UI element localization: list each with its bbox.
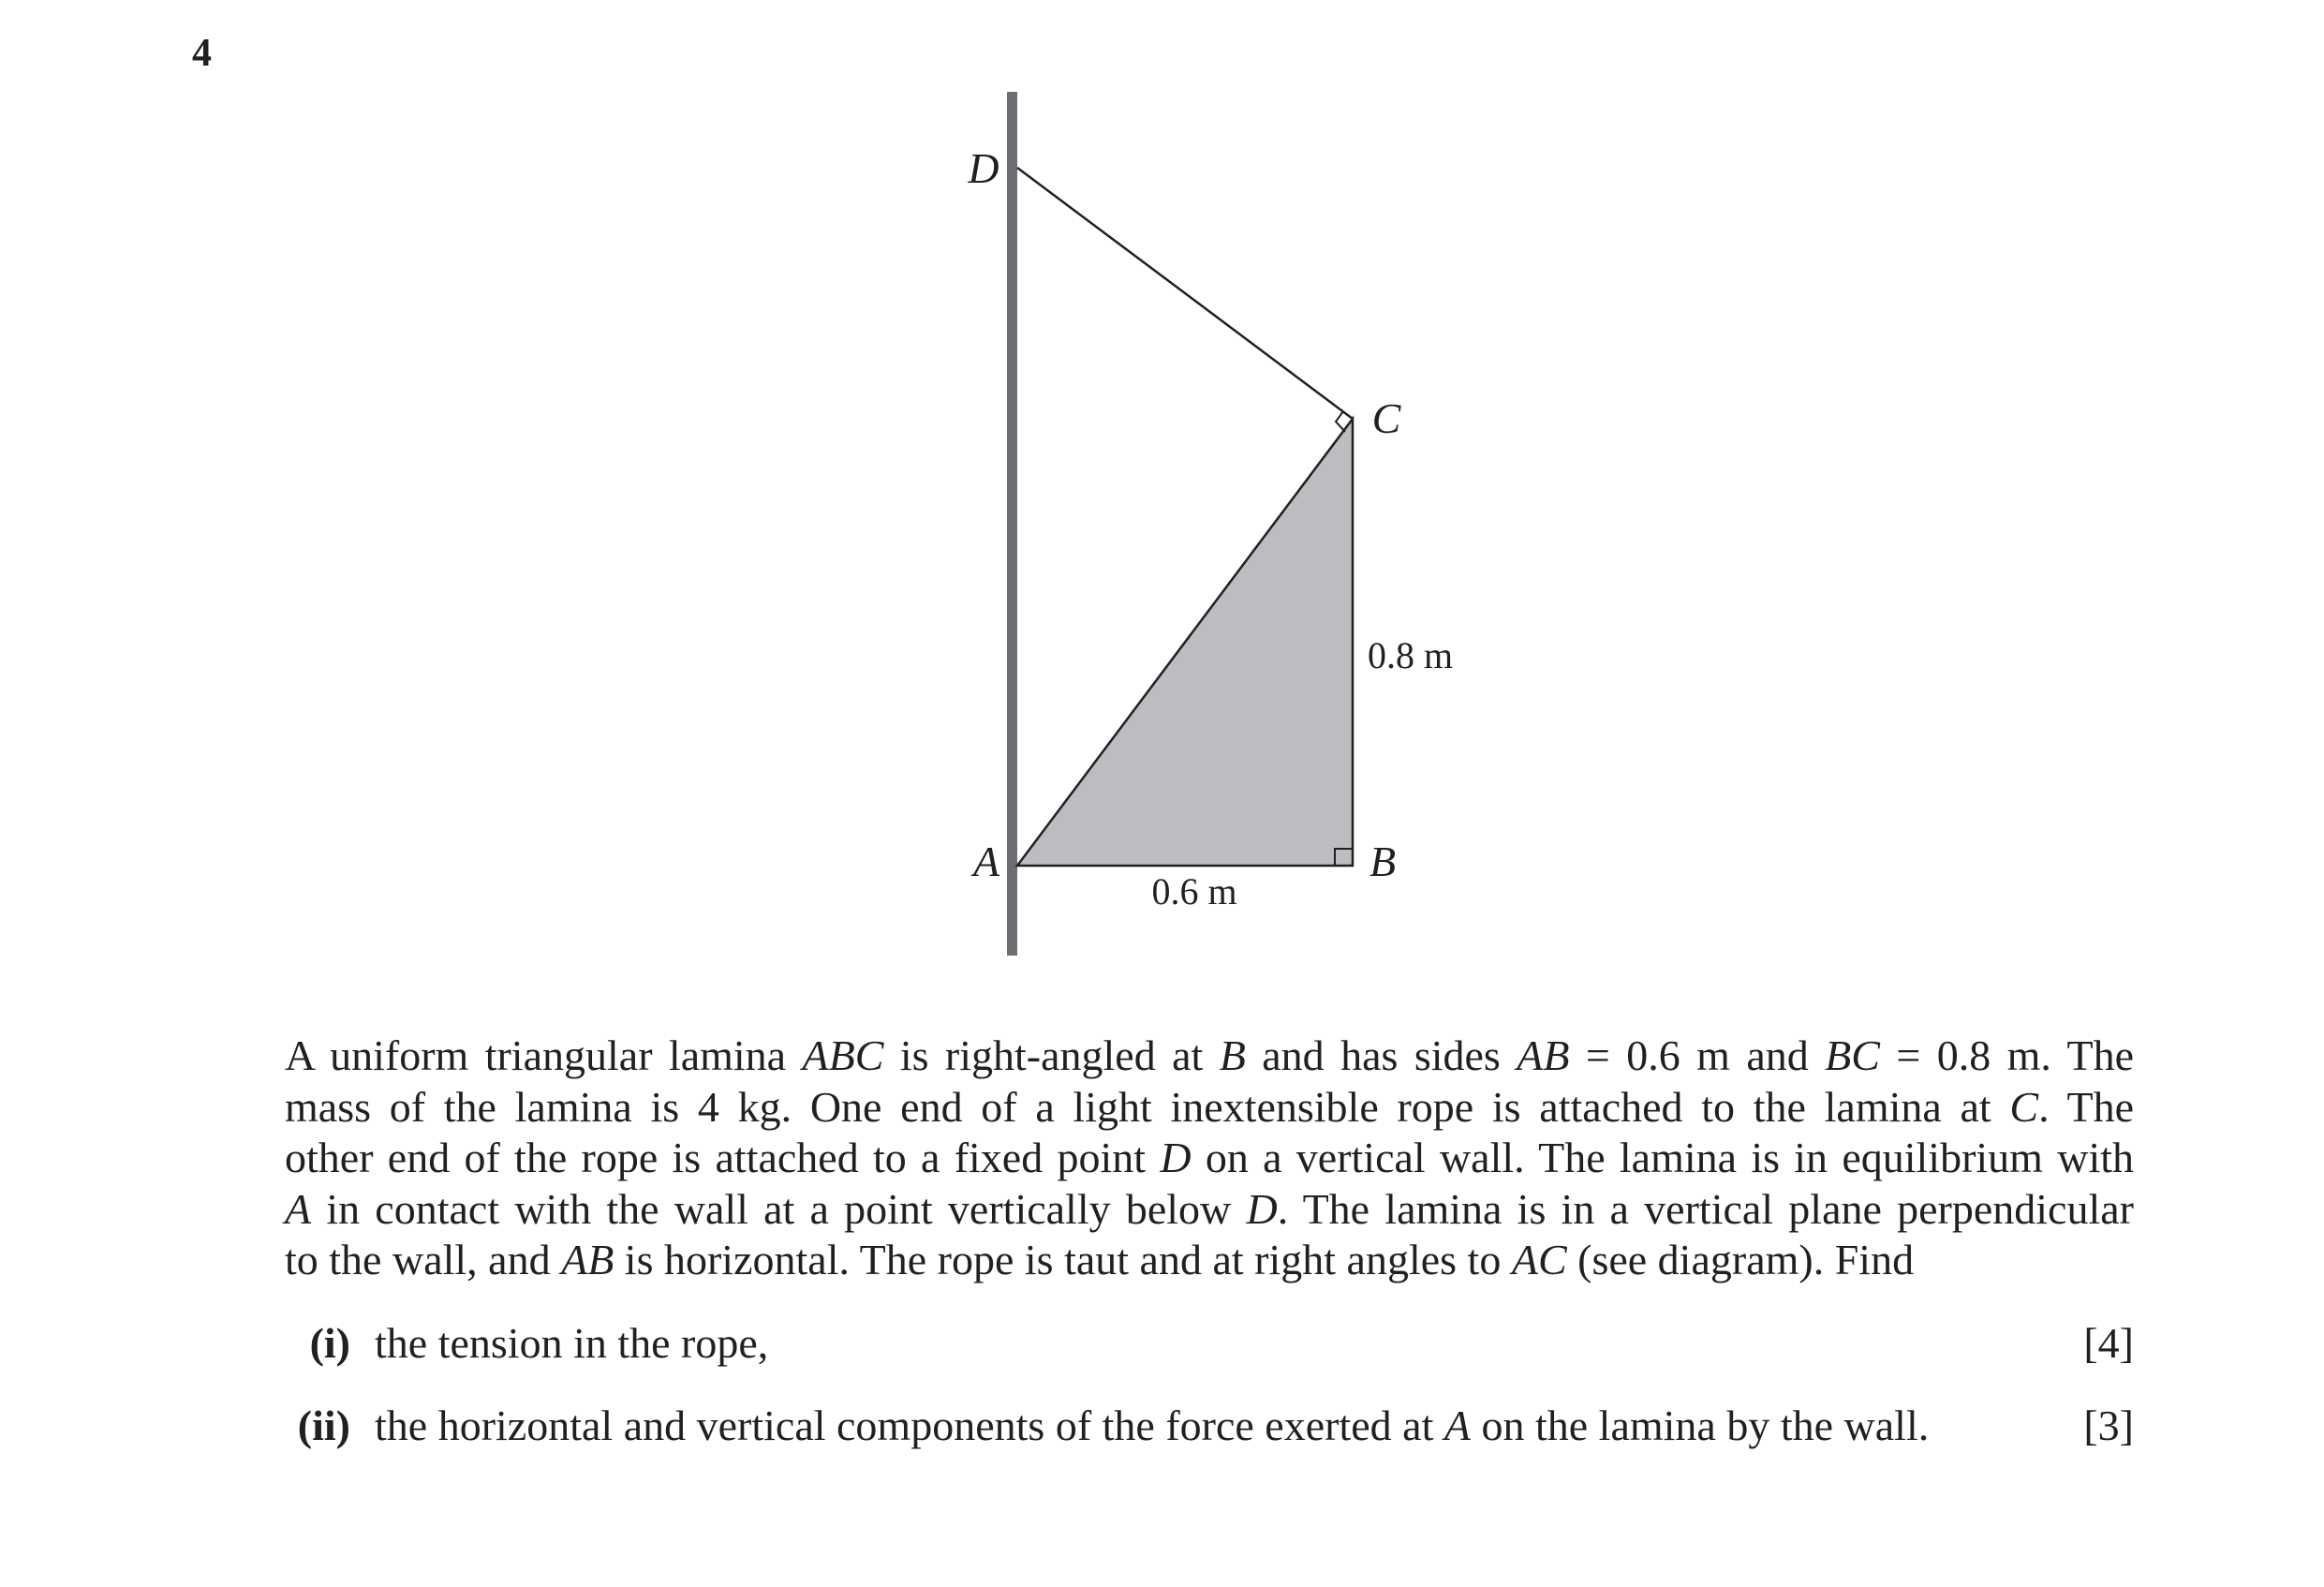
label-c: C: [1371, 394, 1401, 442]
italic-symbol: BC: [1825, 1031, 1880, 1079]
stem-line: other end of the rope is attached to a fixed point D on a vertical wall. The lamina is in equilibrium with: [285, 1134, 2135, 1181]
italic-symbol: AB: [1517, 1031, 1570, 1079]
stem-line: mass of the lamina is 4 kg. One end of a light inextensible rope is attached to the lamina at C. The: [285, 1082, 2135, 1131]
part-marks: [4]: [2083, 1319, 2134, 1367]
italic-symbol: AB: [561, 1236, 614, 1283]
rope-dc: [1017, 168, 1353, 419]
label-a: A: [972, 838, 1000, 885]
label-b: B: [1369, 838, 1397, 885]
length-ab: 0.6 m: [1151, 870, 1237, 912]
italic-symbol: AC: [1511, 1236, 1567, 1283]
italic-symbol: D: [1246, 1184, 1278, 1233]
italic-symbol: C: [2009, 1082, 2039, 1131]
stem-line: A in contact with the wall at a point vertically below D. The lamina is in a vertical plane perpendicular: [285, 1184, 2134, 1233]
length-bc: 0.8 m: [1368, 634, 1454, 676]
part-text: the tension in the rope,: [375, 1319, 769, 1367]
italic-symbol: A: [1443, 1402, 1471, 1449]
stem-line: A uniform triangular lamina ABC is right-angled at B and has sides AB = 0.6 m and BC = 0.8 m. The: [285, 1031, 2134, 1079]
part-label: (ii): [297, 1402, 350, 1449]
part-text: the horizontal and vertical components of the force exerted at A on the lamina by the wall.: [375, 1402, 1930, 1449]
stem-line: to the wall, and AB is horizontal. The rope is taut and at right angles to AC (see diagram). Find: [285, 1236, 1915, 1283]
part-marks: [3]: [2083, 1402, 2134, 1449]
vertical-wall: [1007, 92, 1017, 956]
part-label: (i): [309, 1319, 350, 1367]
italic-symbol: D: [1160, 1134, 1192, 1181]
italic-symbol: A: [285, 1184, 312, 1233]
italic-symbol: ABC: [802, 1031, 884, 1079]
question-stem: [285, 1031, 2134, 1286]
italic-symbol: B: [1219, 1031, 1246, 1079]
triangular-lamina: [1017, 419, 1353, 866]
label-d: D: [968, 144, 999, 192]
question-number: 4: [192, 32, 212, 75]
